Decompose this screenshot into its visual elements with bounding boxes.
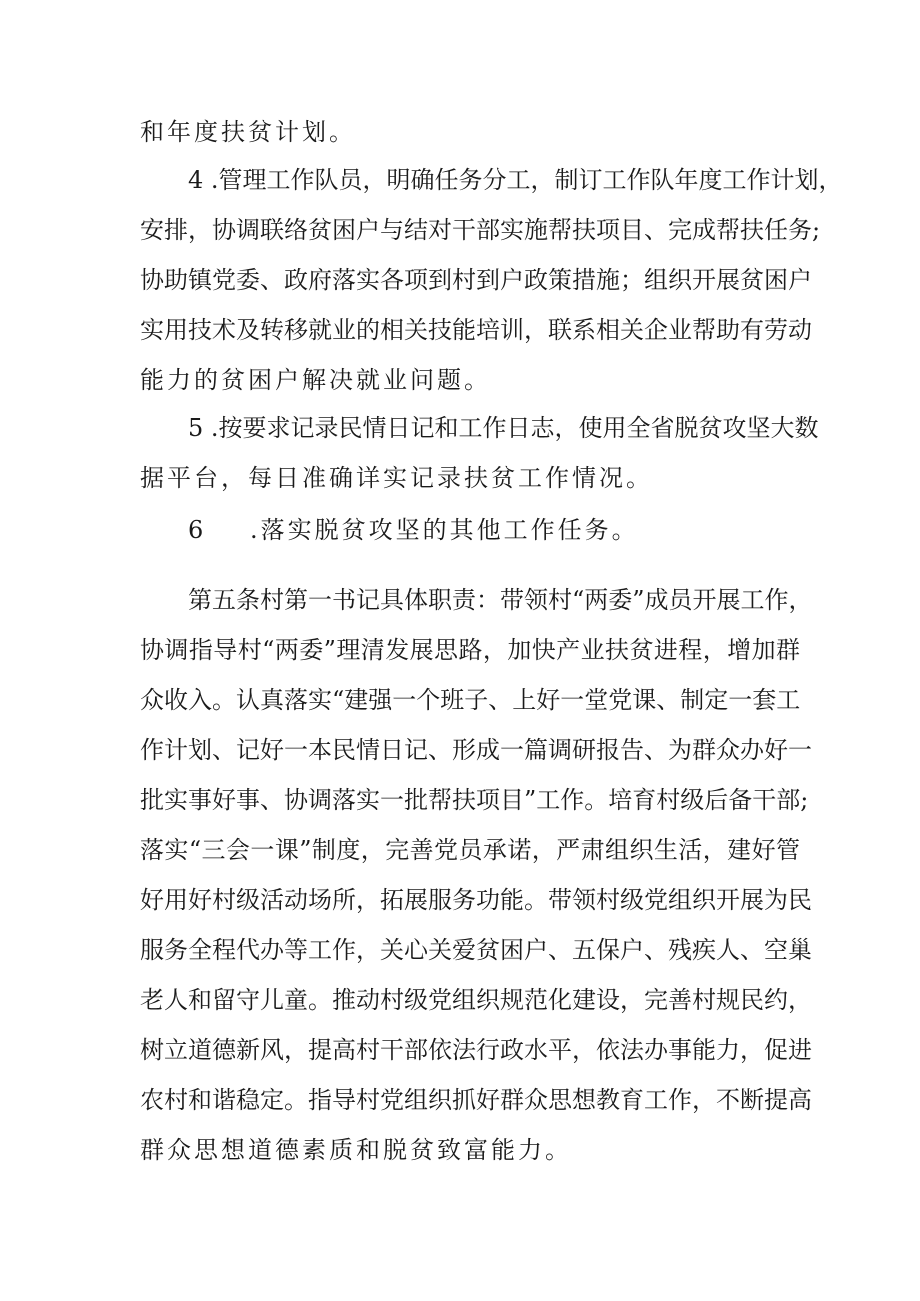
text-line: 群众思想道德素质和脱贫致富能力。	[140, 1136, 572, 1164]
text-line: 能力的贫困户解决就业问题。	[140, 366, 491, 394]
list-item-4-line: 4 .管理工作队员，明确任务分工，制订工作队年度工作计划，	[188, 166, 843, 194]
text-line: 落实“三会一课”制度，完善党员承诺，严肃组织生活，建好管	[140, 836, 800, 864]
article-5-line: 第五条村第一书记具体职责：带领村“两委”成员开展工作，	[188, 586, 813, 614]
list-number: 6	[188, 516, 207, 544]
list-item-text: .落实脱贫攻坚的其他工作任务。	[250, 516, 639, 544]
text-line: 树立道德新风，提高村干部依法行政水平，依法办事能力，促进	[140, 1036, 812, 1064]
text-line: 众收入。认真落实“建强一个班子、上好一堂党课、制定一套工	[140, 686, 801, 714]
text-line: 老人和留守儿童。推动村级党组织规范化建设，完善村规民约，	[140, 986, 812, 1014]
list-item-6-line	[188, 510, 848, 550]
text-line: 作计划、记好一本民情日记、形成一篇调研报告、为群众办好一	[140, 736, 812, 764]
text-line: 好用好村级活动场所，拓展服务功能。带领村级党组织开展为民	[140, 886, 812, 914]
text-line: 农村和谐稳定。指导村党组织抓好群众思想教育工作，不断提高	[140, 1086, 812, 1114]
text-line: 协调指导村“两委”理清发展思路，加快产业扶贫进程，增加群	[140, 636, 800, 664]
text-line: 服务全程代办等工作，关心关爱贫困户、五保户、残疾人、空巢	[140, 936, 812, 964]
text-line: 实用技术及转移就业的相关技能培训，联系相关企业帮助有劳动	[140, 316, 812, 344]
text-line: 和年度扶贫计划。	[140, 118, 356, 146]
text-line: 协助镇党委、政府落实各项到村到户政策措施；组织开展贫困户	[140, 266, 812, 294]
text-line: 安排，协调联络贫困户与结对干部实施帮扶项目、完成帮扶任务;	[140, 216, 821, 244]
text-line: 据平台，每日准确详实记录扶贫工作情况。	[140, 464, 653, 492]
list-item-5-line: 5 .按要求记录民情日记和工作日志，使用全省脱贫攻坚大数	[188, 414, 819, 442]
text-line: 批实事好事、协调落实一批帮扶项目”工作。培育村级后备干部;	[140, 786, 809, 814]
